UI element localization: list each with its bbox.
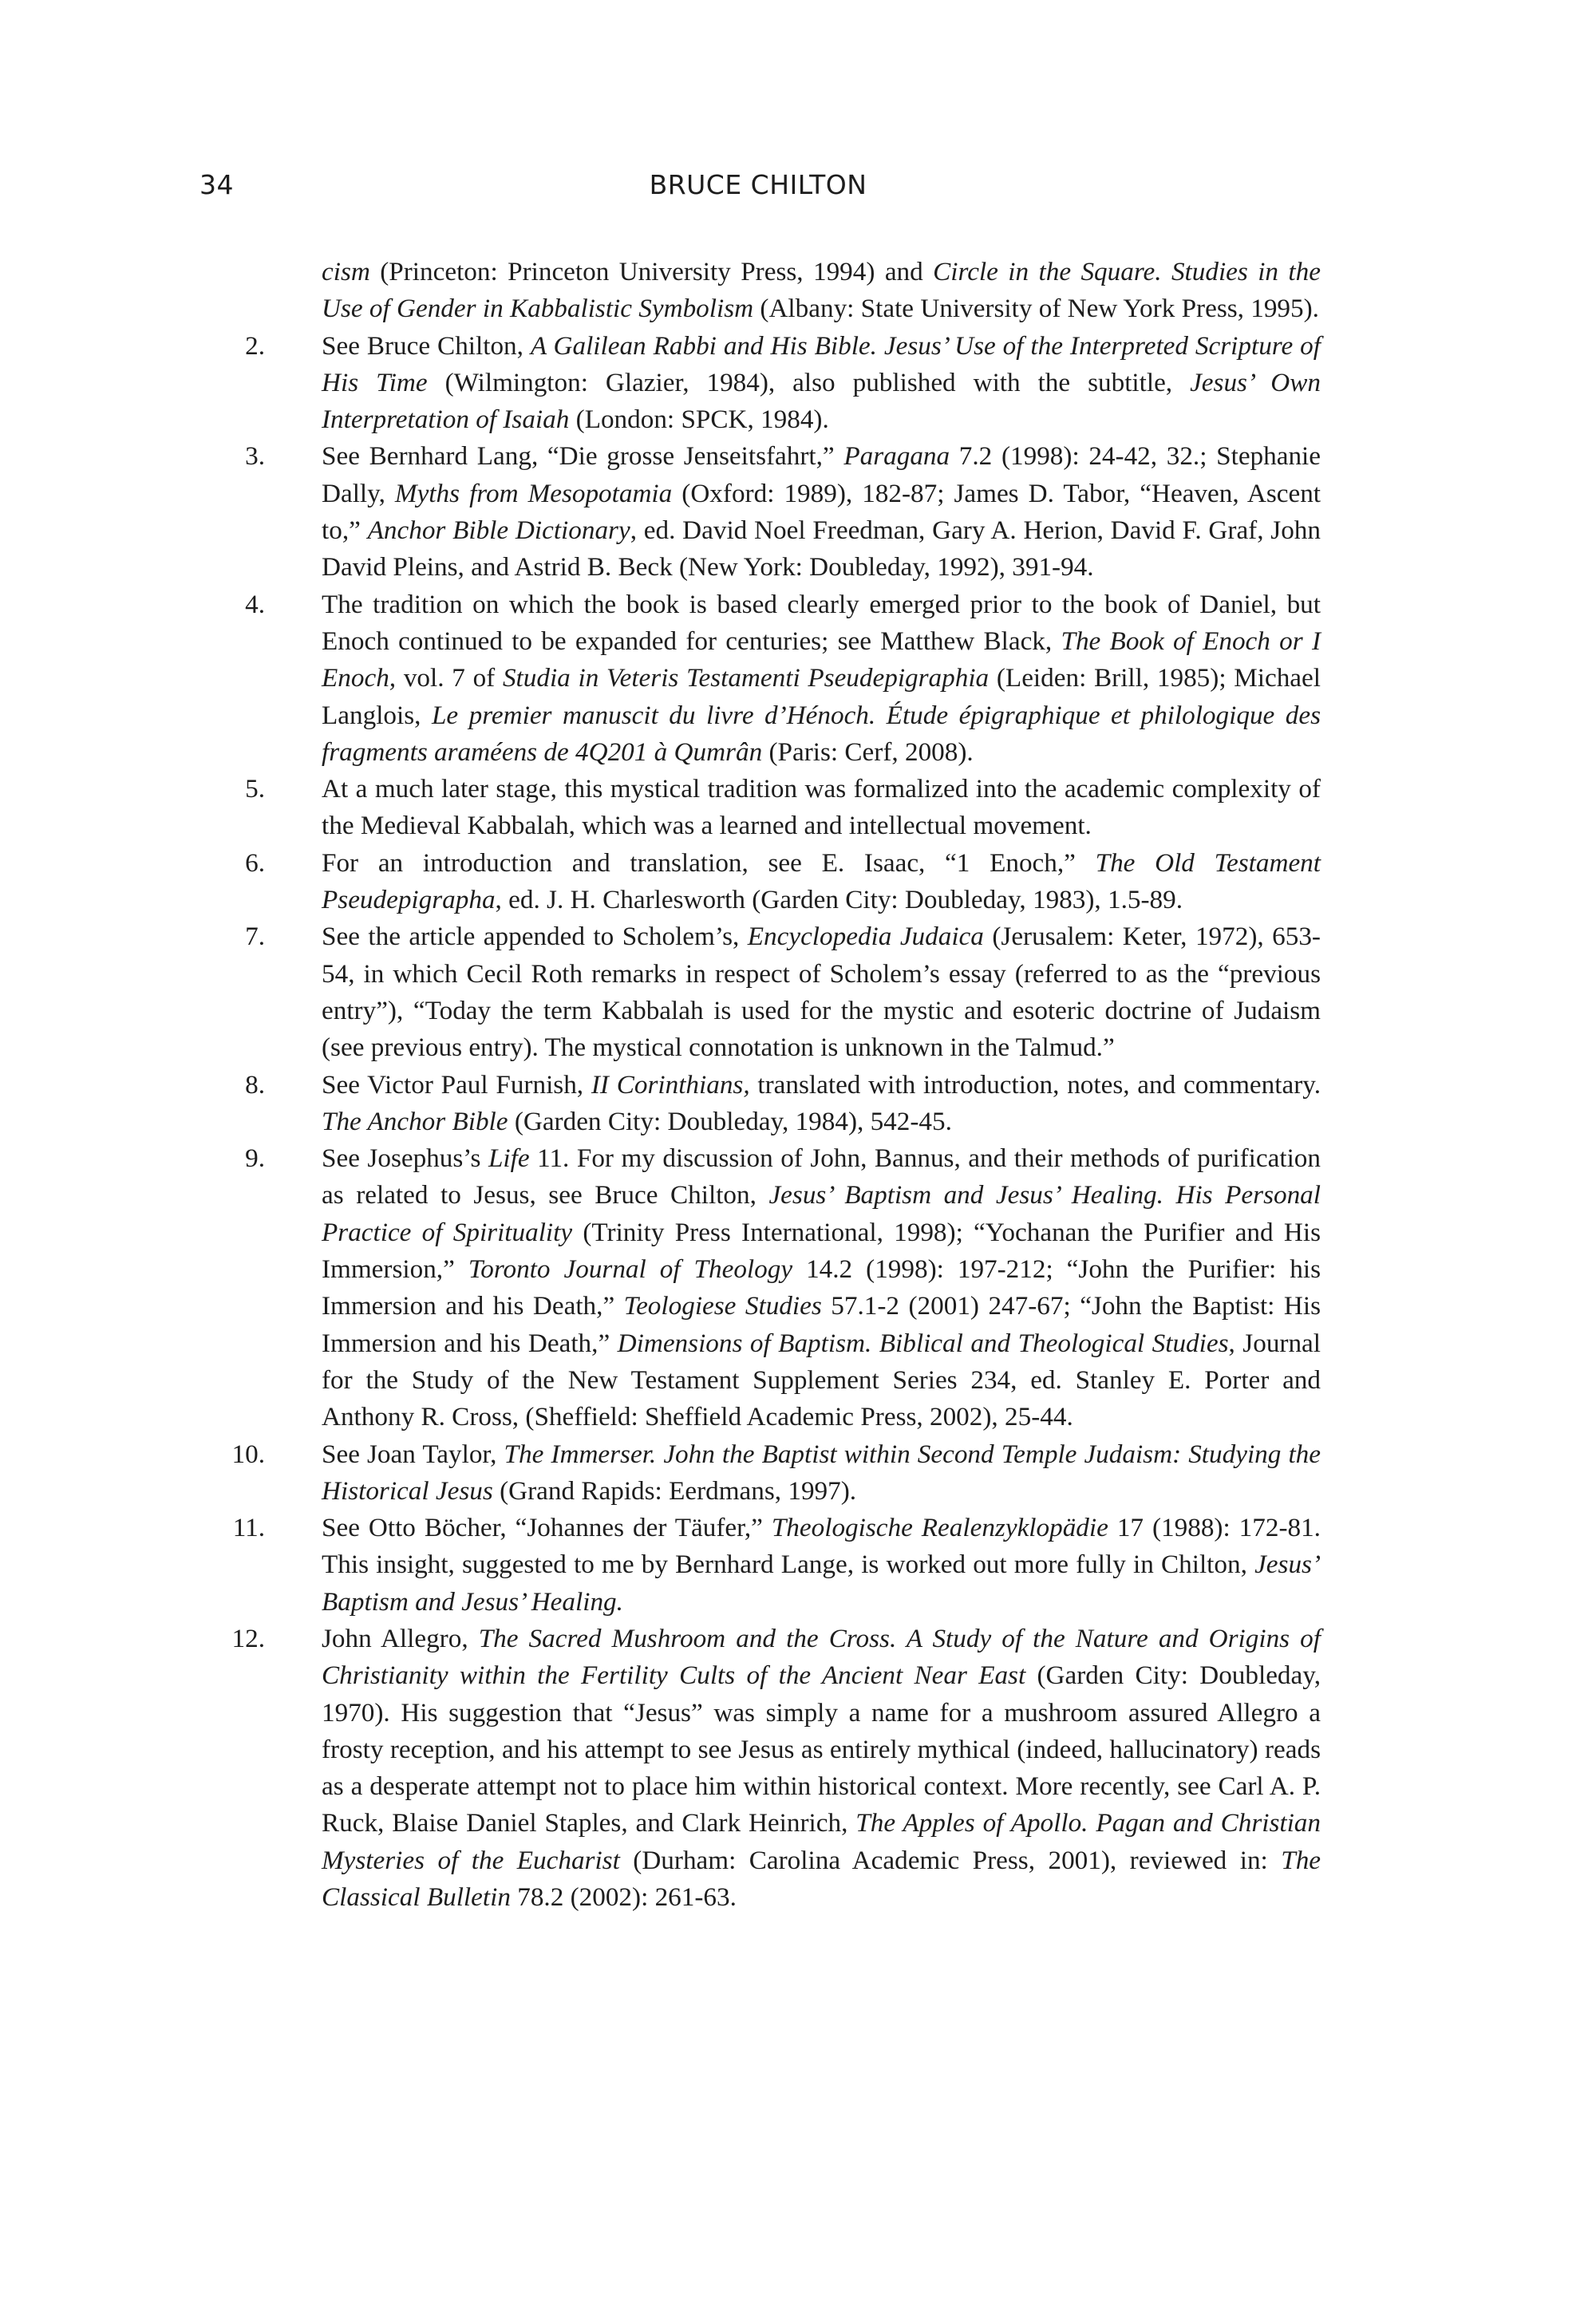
endnote (200, 1067, 1321, 1141)
endnote (200, 1621, 1321, 1916)
endnote-italic-text: The Anchor Bible (322, 1106, 508, 1136)
endnote-number: 3. (245, 441, 265, 472)
endnote-text: translated with introduction, notes, and commentary. (749, 1069, 1321, 1100)
endnote-italic-text: The Classical Bulletin (322, 1845, 1321, 1913)
endnote-italic-text: Circle in the Square. Studies in the Use of Gender in Kabbalistic Symbolism (322, 257, 1321, 324)
endnote (200, 1510, 1321, 1621)
endnote-italic-text: The Book of Enoch or I Enoch, (322, 626, 1321, 693)
endnote (200, 586, 1321, 771)
endnote-number: 11. (232, 1513, 265, 1543)
endnote-number: 9. (245, 1143, 265, 1174)
endnote-italic-text: Jesus’ Baptism and Jesus’ Healing. (322, 1550, 1321, 1617)
page-number: 34 (200, 169, 234, 200)
endnote (200, 1140, 1321, 1435)
endnote-italic-text: Studia in Veteris Testamenti Pseudepigraphia (502, 663, 990, 693)
endnote-text: (Wilmington: Glazier, 1984), also published with the subtitle, (427, 367, 1191, 397)
endnote (200, 328, 1321, 439)
endnote-text: vol. 7 of (396, 663, 503, 693)
endnote-italic-text: Paragana (843, 441, 950, 472)
running-head: BRUCE CHILTON (649, 169, 867, 200)
endnote-text: See Victor Paul Furnish, (322, 1069, 591, 1100)
endnote-number: 2. (245, 330, 265, 361)
endnote-italic-text: The Sacred Mushroom and the Cross. A Study of the Nature and Origins of Christianity within the Fertility Cults of the Ancient Near East (322, 1623, 1321, 1691)
endnote-text: (Garden City: Doubleday, 1984), 542-45. (508, 1106, 952, 1136)
endnote-text: 14.2 (1998): 197-212; “John the Purifier: his Immersion and his Death,” (322, 1254, 1321, 1321)
endnote (200, 1436, 1321, 1510)
endnote (200, 438, 1321, 586)
endnote-italic-text: The Apples of Apollo. Pagan and Christian Mysteries of the Eucharist (322, 1808, 1321, 1875)
endnote-text: (Grand Rapids: Eerdmans, 1997). (492, 1475, 857, 1506)
endnote-text: (Trinity Press International, 1998); “Yochanan the Purifier and His Immersion,” (322, 1217, 1321, 1285)
endnote-text: See the article appended to Scholem’s, (322, 922, 748, 952)
endnote (200, 771, 1321, 845)
endnote-text: 17 (1988): 172-81. This insight, suggested to me by Bernhard Lange, is worked out more fully in Chilton, (322, 1513, 1321, 1580)
page-header (200, 169, 1317, 209)
endnote-number: 8. (245, 1069, 265, 1100)
endnote-text: At a much later stage, this mystical tradition was formalized into the academic complexity of the Medieval Kabbalah, which was a learned and intellectual movement. (322, 774, 1321, 841)
endnote-text: See Bernhard Lang, “Die grosse Jenseitsfahrt,” (322, 441, 844, 472)
endnotes-list (200, 254, 1321, 1916)
endnote-number: 10. (231, 1439, 265, 1469)
endnote-italic-text: Myths from Mesopotamia (394, 478, 673, 508)
endnote-number: 4. (245, 589, 265, 619)
endnote-italic-text: Anchor Bible Dictionary (367, 515, 630, 546)
endnote-text: 11. For my discussion of John, Bannus, and their methods of purification as related to Jesus, see Bruce Chilton, (322, 1143, 1321, 1210)
endnote-text: (Oxford: 1989), 182-87; James D. Tabor, “Heaven, Ascent to,” (322, 478, 1321, 546)
endnote-italic-text: cism (322, 257, 370, 286)
endnote-italic-text: Theologische Realenzyklopädie (771, 1513, 1108, 1543)
endnote-text: For an introduction and translation, see E. Isaac, “1 Enoch,” (322, 847, 1096, 878)
endnote-italic-text: A Galilean Rabbi and His Bible. Jesus’ Use of the Interpreted Scripture of His Time (322, 330, 1321, 397)
endnote-text: See Otto Böcher, “Johannes der Täufer,” (322, 1513, 772, 1543)
endnote-italic-text: Jesus’ Own Interpretation of Isaiah (322, 367, 1321, 435)
endnote-text: (Durham: Carolina Academic Press, 2001), reviewed in: (619, 1845, 1282, 1875)
endnote-text: 57.1-2 (2001) 247-67; “John the Baptist: His Immersion and his Death,” (322, 1291, 1321, 1358)
endnote-italic-text: Teologiese Studies (623, 1291, 822, 1321)
endnote-text: , Journal for the Study of the New Testament Supplement Series 234, ed. Stanley E. Porter and Anthony R. Cross, (Sheffield: Sheffield Academic Press, 2002), 25-44. (322, 1328, 1321, 1432)
endnote-text: (Garden City: Doubleday, 1970). His suggestion that “Jesus” was simply a name for a mushroom assured Allegro a frosty reception, and his attempt to see Jesus as entirely mythical (indeed, hallucinatory) reads as a desperate attempt not to place him within historical context. More recently, see Carl A. P. Ruck, Blaise Daniel Staples, and Clark Heinrich, (322, 1660, 1321, 1838)
endnote-italic-text: Dimensions of Baptism. Biblical and Theological Studies (617, 1328, 1229, 1358)
endnote-text: (Paris: Cerf, 2008). (762, 736, 974, 767)
endnote-number: 6. (245, 847, 265, 878)
endnote-number: 5. (245, 774, 265, 804)
endnote (200, 845, 1321, 919)
endnote-italic-text: Toronto Journal of Theology (468, 1254, 793, 1285)
endnote (200, 254, 1321, 328)
endnote-text: The tradition on which the book is based clearly emerged prior to the book of Daniel, but Enoch continued to be expanded for centuries; see Matthew Black, (322, 589, 1321, 656)
endnote-number: 12. (231, 1623, 265, 1653)
endnote-italic-text: II Corinthians, (591, 1069, 750, 1100)
endnote-number: 7. (245, 922, 265, 952)
endnote-italic-text: Le premier manuscit du livre d’Hénoch. Étude épigraphique et philologique des fragments araméens de 4Q201 à Qumrân (322, 700, 1321, 767)
endnote-text: (Jerusalem: Keter, 1972), 653-54, in which Cecil Roth remarks in respect of Scholem’s essay (referred to as the “previous entry”), “Today the term Kabbalah is used for the mystic and esoteric doctrine of Judaism (see previous entry). The mystical connotation is unknown in the Talmud.” (322, 922, 1321, 1063)
endnote-text: (Princeton: Princeton University Press, 1994) and (369, 257, 934, 286)
endnote-text: , ed. J. H. Charlesworth (Garden City: Doubleday, 1983), 1.5-89. (495, 885, 1183, 915)
endnote-italic-text: The Old Testament Pseudepigrapha (322, 847, 1321, 915)
endnote-text: 78.2 (2002): 261-63. (510, 1882, 737, 1913)
endnote-italic-text: Encyclopedia Judaica (747, 922, 984, 952)
endnote (200, 918, 1321, 1066)
endnote-italic-text: The Immerser. John the Baptist within Second Temple Judaism: Studying the Historical Jesus (322, 1439, 1321, 1506)
endnote-text: See Josephus’s (322, 1143, 488, 1174)
endnote-text: (Leiden: Brill, 1985); Michael Langlois, (322, 663, 1321, 730)
endnote-text: (London: SPCK, 1984). (569, 405, 829, 435)
endnote-italic-text: Life (488, 1143, 530, 1174)
endnote-text: 7.2 (1998): 24-42, 32.; Stephanie Dally, (322, 441, 1321, 508)
endnote-text: John Allegro, (322, 1623, 479, 1653)
endnote-text: See Bruce Chilton, (322, 330, 531, 361)
endnote-text: See Joan Taylor, (322, 1439, 504, 1469)
endnote-text: , ed. David Noel Freedman, Gary A. Herion, David F. Graf, John David Pleins, and Astrid B. Beck (New York: Doubleday, 1992), 391-94. (322, 515, 1321, 582)
endnote-text: (Albany: State University of New York Press, 1995). (753, 294, 1319, 324)
endnote-italic-text: Jesus’ Baptism and Jesus’ Healing. His Personal Practice of Spirituality (322, 1180, 1321, 1247)
